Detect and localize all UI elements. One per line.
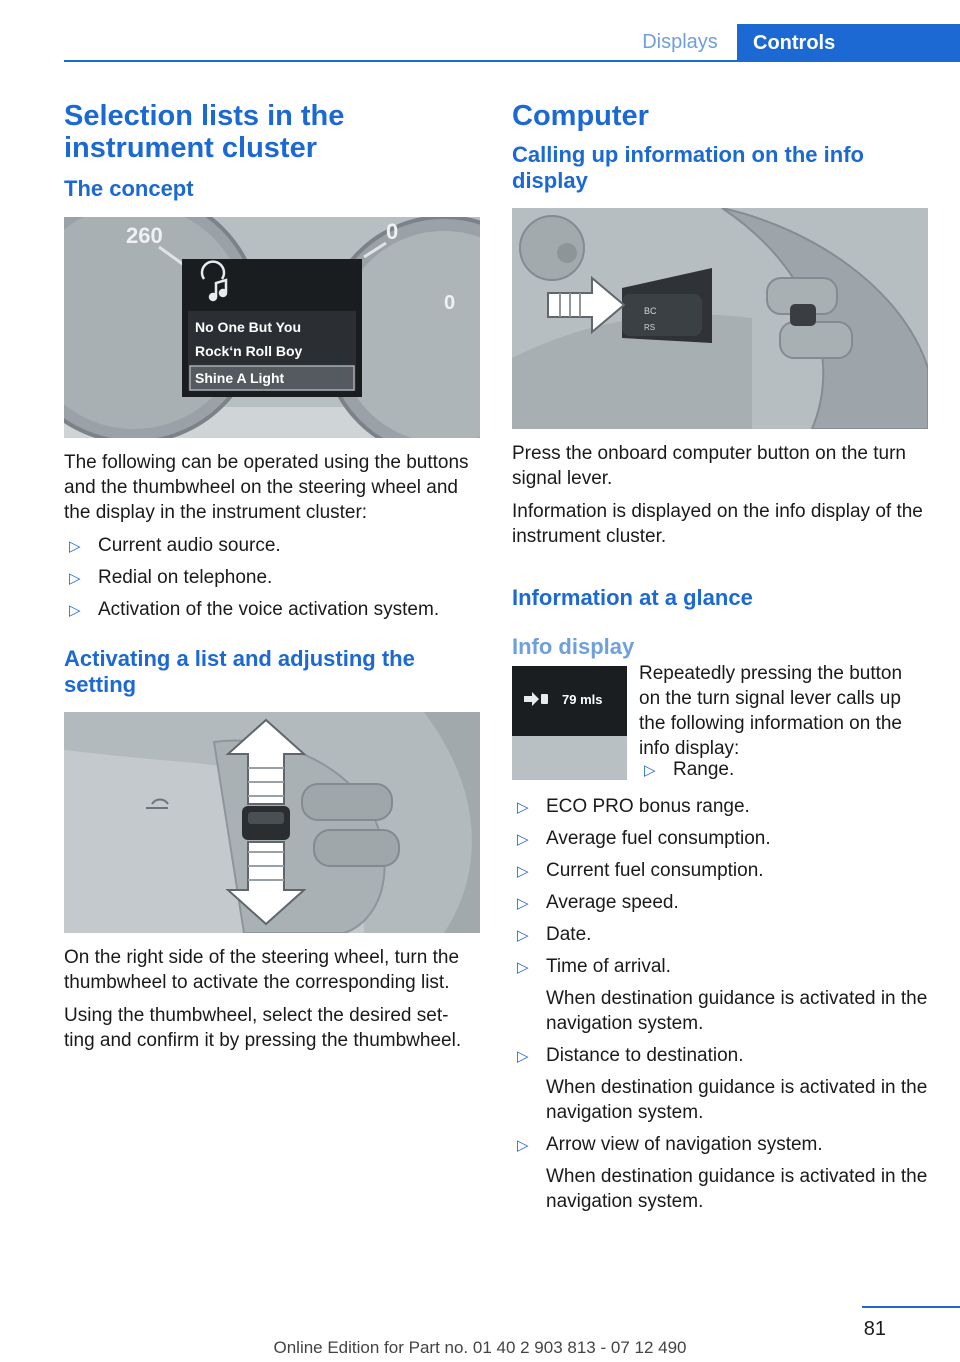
calling-text-2: Information is displayed on the info display of the instrument cluster. [512,501,923,547]
list-item [639,757,928,782]
bullet-triangle-icon: ▷ [69,602,81,619]
list-item [512,890,928,915]
list-item-note: When destination guidance is activated in the navigation system. [546,988,928,1034]
bullet-triangle-icon: ▷ [69,570,81,587]
bullet-triangle-icon: ▷ [517,927,529,944]
list-item-text: Current audio source. [98,535,281,556]
list-item [512,826,928,851]
glance-heading: Information at a glance [512,585,753,610]
list-item-text: Time of arrival. [546,956,671,977]
instrument-cluster-image [64,217,480,438]
list-item-note: When destination guidance is activated in the navigation system. [546,1077,928,1123]
gauge-right-number-bottom: 0 [444,292,456,314]
info-display-heading: Info display [512,634,635,659]
list-item-text: Redial on telephone. [98,567,273,588]
turn-signal-lever-image [512,208,928,429]
list-item-text: ECO PRO bonus range. [546,796,750,817]
list-item-text: Arrow view of navigation system. [546,1134,823,1155]
header-section-tab: Displays [642,30,718,53]
concept-text: The following can be operated using the buttons and the thumbwheel on the steering wheel and the display in the instrument cluster: [64,452,469,523]
list-item-text: Average fuel consumption. [546,828,771,849]
info-display-text: Repeatedly pressing the button on the turn signal lever calls up the following information on the info display: [639,663,903,759]
gauge-left-number: 260 [126,223,163,248]
gauge-right-number-top: 0 [386,219,399,244]
list-item-text: Average speed. [546,892,679,913]
info-display-image [512,666,627,780]
left-column [64,100,480,1053]
activating-text-1: On the right side of the steering wheel, turn the thumbwheel to activate the corresponding list. [64,947,460,993]
list-item [512,858,928,883]
list-item [512,794,928,819]
concept-heading: The concept [64,176,194,201]
list-item [64,565,480,590]
header-rule [64,60,960,62]
activating-text-2: Using the thumbwheel, select the desired set‐ ting and confirm it by pressing the thumbwheel. [64,1005,462,1051]
calling-heading: Calling up information on the info display [512,142,864,193]
bullet-triangle-icon: ▷ [517,863,529,880]
bullet-triangle-icon: ▷ [517,799,529,816]
bullet-triangle-icon: ▷ [517,895,529,912]
list-item-note: When destination guidance is activated in the navigation system. [546,1166,928,1212]
page-number: 81 [863,1318,886,1340]
list-item [512,1043,928,1125]
info-list [512,794,928,1214]
bullet-triangle-icon: ▷ [517,1137,529,1154]
cluster-list-item-2: Rock‘n Roll Boy [195,343,303,359]
list-item [512,922,928,947]
list-item [512,954,928,1036]
bullet-triangle-icon: ▷ [517,831,529,848]
bullet-triangle-icon: ▷ [517,959,529,976]
list-item-text: Date. [546,924,592,945]
list-item-text: Current fuel consumption. [546,860,764,881]
concept-list [64,533,480,622]
cluster-list-item-3: Shine A Light [195,370,285,386]
bullet-triangle-icon: ▷ [644,762,656,779]
header-chapter-tab: Controls [737,24,960,62]
edition-footer: Online Edition for Part no. 01 40 2 903 813 - 07 12 490 [273,1338,687,1357]
svg-text:RS: RS [644,323,656,332]
list-item-text: Range. [673,759,735,780]
selection-lists-title: Selection lists in the instrument cluster [64,100,345,164]
list-item [64,533,480,558]
list-item [512,1132,928,1214]
list-item [64,597,480,622]
cluster-list-item-1: No One But You [195,319,302,335]
activating-heading: Activating a list and adjusting the setting [64,646,415,697]
computer-title: Computer [512,100,649,132]
footer-rule [862,1306,960,1308]
bullet-triangle-icon: ▷ [517,1048,529,1065]
info-list-first [639,757,928,782]
list-item-text: Distance to destination. [546,1045,744,1066]
info-display-value: 79 mls [562,692,603,707]
steering-wheel-thumbwheel-image [64,712,480,933]
right-column [512,100,928,1221]
info-display-block [512,662,928,782]
svg-text:BC: BC [644,306,657,316]
calling-text-1: Press the onboard computer button on the turn signal lever. [512,443,906,489]
bullet-triangle-icon: ▷ [69,538,81,555]
list-item-text: Activation of the voice activation system. [98,599,440,620]
